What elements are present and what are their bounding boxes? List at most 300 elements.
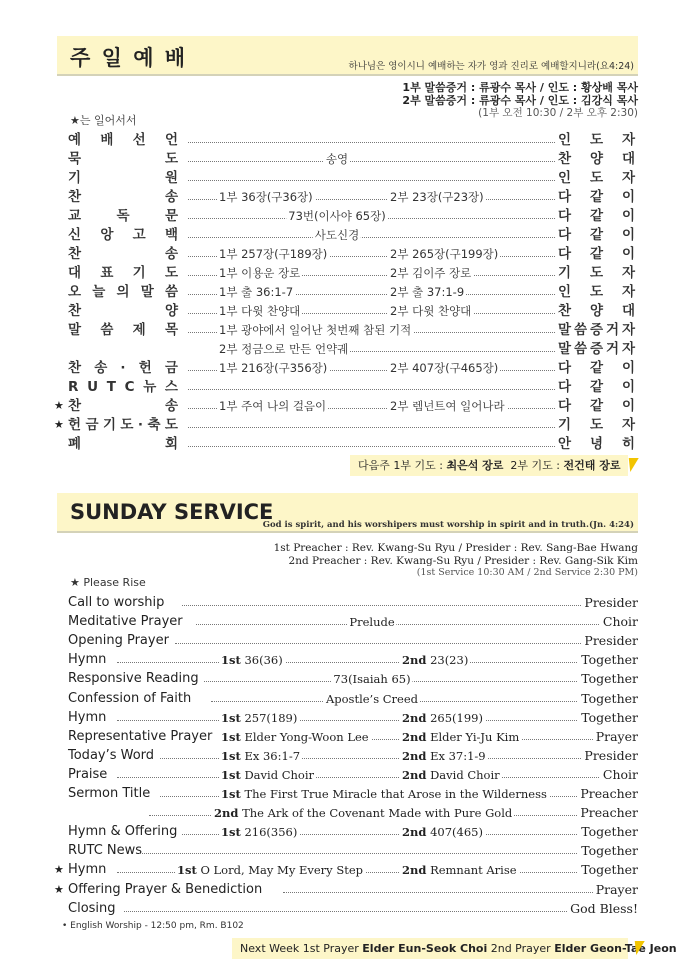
leader-dots <box>188 389 555 390</box>
korean-row-role <box>558 416 635 434</box>
english-row-label: Call to worship <box>68 595 165 610</box>
english-row-first-service <box>219 709 299 727</box>
english-rise-note: ★ Please Rise <box>70 576 146 589</box>
leader-dots <box>188 180 555 181</box>
korean-row-label <box>68 302 178 320</box>
service-detail: Ex 36:1-7 <box>244 748 301 763</box>
service-detail: Ex 37:1-9 <box>430 748 486 763</box>
label-char: 헌 <box>138 360 152 376</box>
role-char: 대 <box>621 151 635 167</box>
label-char: 표 <box>100 265 114 281</box>
korean-row-role <box>558 397 635 415</box>
leader-dots <box>188 161 555 162</box>
korean-preacher-line-1: 1부 말씀증거 : 류광수 목사 / 인도 : 황상배 목사 <box>402 81 638 94</box>
korean-row-role <box>558 378 635 396</box>
english-row <box>54 861 638 879</box>
leader-dots <box>196 624 617 625</box>
korean-row <box>57 169 638 187</box>
role-char: 도 <box>589 284 604 300</box>
english-row-label: Hymn <box>68 862 107 878</box>
english-row-first-service <box>219 766 316 784</box>
label-char: 도 <box>164 151 178 167</box>
label-char: 선 <box>132 132 146 148</box>
service-tag: 2nd <box>402 863 427 878</box>
english-row-label: Opening Prayer <box>68 633 169 649</box>
role-char: 이 <box>621 360 635 376</box>
korean-preachers <box>402 82 638 120</box>
service-tag: 1st <box>221 767 241 782</box>
service-tag: 1st <box>221 653 241 668</box>
korean-row-center: 73번(이사야 65장) <box>288 209 386 223</box>
english-preacher-line-2: 2nd Preacher : Rev. Kwang-Su Ryu / Presider : Rev. Gang-Sik Kim <box>288 554 638 567</box>
label-char: 고 <box>132 227 146 243</box>
leader-dots <box>188 446 555 447</box>
korean-row <box>57 131 638 149</box>
leader-dots <box>117 720 617 721</box>
korean-row <box>57 340 638 358</box>
rise-star-icon: ★ <box>54 863 64 877</box>
role-char: 같 <box>589 208 604 224</box>
service-tag: 2nd <box>402 653 427 668</box>
english-row-center: Prelude <box>349 615 395 630</box>
label-char: 스 <box>164 379 178 395</box>
english-row <box>57 900 638 918</box>
service-detail: 257(189) <box>244 710 298 725</box>
korean-row-second-service: 2부 출 37:1-9 <box>390 285 465 299</box>
korean-row-label <box>68 169 178 187</box>
korean-row-first-service: 1부 출 36:1-7 <box>219 285 294 299</box>
role-char: 자 <box>621 341 635 357</box>
english-next-week-prefix: Next Week 1st Prayer <box>240 942 363 955</box>
role-char: 인 <box>558 284 572 300</box>
label-char: 찬 <box>68 246 82 262</box>
english-row-role: Together <box>578 709 638 727</box>
label-char: 양 <box>164 303 178 319</box>
role-char: 도 <box>589 417 604 433</box>
korean-row <box>57 150 638 168</box>
role-char: 같 <box>589 246 604 262</box>
label-char: 말 <box>68 322 82 338</box>
english-row-first-service <box>219 747 302 765</box>
english-row-role: Choir <box>600 766 638 784</box>
label-char: U <box>87 379 99 395</box>
label-char: 회 <box>164 436 178 452</box>
korean-row-label <box>68 131 178 149</box>
service-detail: O Lord, May My Every Step <box>200 863 363 878</box>
english-row-second-service <box>400 747 488 765</box>
english-row-first-service <box>212 804 514 822</box>
english-row <box>57 690 638 708</box>
label-char: 묵 <box>68 151 82 167</box>
korean-verse: 하나님은 영이시니 예배하는 자가 영과 진리로 예배할지니라(요4:24) <box>348 61 634 72</box>
role-char: 말 <box>558 322 572 338</box>
service-detail: 216(356) <box>244 825 298 840</box>
role-char: 다 <box>558 227 572 243</box>
rise-star-icon: ★ <box>54 399 64 412</box>
label-char: 송 <box>164 246 178 262</box>
korean-row-center: 사도신경 <box>314 228 360 242</box>
role-char: 씀 <box>573 322 588 338</box>
role-char: 녕 <box>589 436 604 452</box>
label-char: 예 <box>68 132 82 148</box>
role-char: 도 <box>589 132 604 148</box>
role-char: 도 <box>589 170 604 186</box>
english-row <box>57 594 638 612</box>
korean-next-week-bar <box>350 455 628 476</box>
label-char: 제 <box>132 322 146 338</box>
korean-row <box>57 207 638 225</box>
english-row <box>57 651 638 669</box>
label-char: 도 <box>164 265 178 281</box>
label-char: 헌 <box>68 417 82 433</box>
label-char: 찬 <box>68 189 82 205</box>
service-tag: 2nd <box>402 748 427 763</box>
korean-row-center: 송영 <box>325 152 349 166</box>
role-char: 대 <box>621 303 635 319</box>
english-row-second-service <box>400 766 502 784</box>
role-char: 자 <box>621 265 635 281</box>
korean-row-label <box>68 378 178 396</box>
english-row-role: Presider <box>581 594 638 612</box>
service-tag: 1st <box>221 748 241 763</box>
korean-row-first-service: 1부 36장(구36장) <box>219 190 313 204</box>
korean-marker-icon <box>625 458 638 472</box>
korean-row-role <box>558 302 635 320</box>
english-row-label: Hymn & Offering <box>68 824 178 840</box>
english-row-center: Apostle’s Creed <box>325 691 419 706</box>
korean-row-second-service: 2부 23장(구23장) <box>390 190 484 204</box>
label-char: R <box>68 379 79 395</box>
english-row-role: Together <box>578 842 638 860</box>
korean-row-first-service: 1부 다윗 찬양대 <box>219 304 301 318</box>
role-char: 자 <box>621 132 635 148</box>
korean-next-week-prefix: 다음주 1부 기도 : <box>358 459 447 472</box>
korean-row-second-service: 2부 265장(구199장) <box>390 247 499 261</box>
korean-row <box>57 264 638 282</box>
service-detail: Remnant Arise <box>430 863 517 878</box>
korean-row-label <box>68 207 178 225</box>
label-char: 앙 <box>100 227 114 243</box>
korean-row-role <box>558 150 635 168</box>
role-char: 증 <box>589 322 604 338</box>
english-row-label: Meditative Prayer <box>68 614 183 630</box>
service-detail: 265(199) <box>430 710 483 725</box>
role-char: 같 <box>589 360 604 376</box>
english-verse: God is spirit, and his worshipers must worship in spirit and in truth.(Jn. 4:24) <box>262 520 634 530</box>
korean-next-week-second: 전건태 장로 <box>563 459 621 472</box>
english-row-role: Choir <box>600 613 638 631</box>
role-char: 이 <box>621 379 635 395</box>
label-char: 축 <box>147 417 161 433</box>
english-row-label: Hymn <box>68 652 107 668</box>
label-char: 언 <box>164 132 178 148</box>
service-tag: 1st <box>177 863 197 878</box>
korean-row-role <box>558 188 635 206</box>
leader-dots <box>182 605 617 606</box>
role-char: 찬 <box>558 151 572 167</box>
label-char: · <box>120 360 126 376</box>
korean-row <box>57 302 638 320</box>
english-row <box>54 881 638 899</box>
role-char: 이 <box>621 227 635 243</box>
english-row-first-service <box>219 728 371 746</box>
service-tag: 2nd <box>402 767 427 782</box>
leader-dots <box>188 237 555 238</box>
label-char: 말 <box>140 284 154 300</box>
role-char: 같 <box>589 398 604 414</box>
role-char: 이 <box>621 189 635 205</box>
role-char: 거 <box>605 322 619 338</box>
korean-row <box>57 188 638 206</box>
korean-row <box>54 397 638 415</box>
korean-row <box>57 435 638 453</box>
english-next-week-mid: 2nd Prayer <box>487 942 555 955</box>
korean-row-first-service: 1부 216장(구356장) <box>219 361 328 375</box>
english-row-role: Preacher <box>577 785 638 803</box>
english-row-label: Hymn <box>68 709 107 725</box>
english-row-label: Offering Prayer & Benediction <box>68 881 263 897</box>
role-char: 다 <box>558 189 572 205</box>
korean-preacher-line-2: 2부 말씀증거 : 류광수 목사 / 인도 : 김강식 목사 <box>402 93 638 107</box>
leader-dots <box>188 427 555 428</box>
english-title: SUNDAY SERVICE <box>70 500 274 524</box>
english-row-label: RUTC News <box>68 843 143 859</box>
role-char: 같 <box>589 189 604 205</box>
korean-row-role <box>558 207 635 225</box>
role-char: 다 <box>558 398 572 414</box>
leader-dots <box>117 662 617 663</box>
role-char: 같 <box>589 379 604 395</box>
label-char: 씀 <box>100 322 114 338</box>
english-row-first-service <box>219 823 299 841</box>
korean-row <box>57 359 638 377</box>
korean-row-label <box>68 397 178 415</box>
label-char: 씀 <box>164 284 178 300</box>
label-char: · <box>137 417 144 433</box>
service-detail: David Choir <box>430 767 500 782</box>
role-char: 안 <box>558 436 572 452</box>
label-char: 신 <box>68 227 82 243</box>
service-detail: David Choir <box>244 767 315 782</box>
korean-row <box>54 416 638 434</box>
korean-next-week-mid: 2부 기도 : <box>510 459 564 472</box>
korean-row-second-service: 2부 김이주 장로 <box>390 266 472 280</box>
service-detail: Elder Yi-Ju Kim <box>430 729 520 744</box>
korean-row <box>57 245 638 263</box>
label-char: 송 <box>164 189 178 205</box>
korean-row-first-service: 1부 주여 나의 걸음이 <box>219 399 327 413</box>
label-char: 뉴 <box>143 379 157 395</box>
english-row-center: 73(Isaiah 65) <box>333 672 411 687</box>
role-char: 인 <box>558 132 572 148</box>
role-char: 이 <box>621 208 635 224</box>
english-row-role: Together <box>578 651 638 669</box>
role-char: 찬 <box>558 303 572 319</box>
korean-service-times: (1부 오전 10:30 / 2부 오후 2:30) <box>478 107 638 119</box>
korean-title: 주 일 예 배 <box>70 46 188 70</box>
korean-row <box>57 321 638 339</box>
service-detail: 407(465) <box>430 825 483 840</box>
role-char: 양 <box>589 303 604 319</box>
english-row <box>57 613 638 631</box>
korean-row-label <box>68 188 178 206</box>
english-row-role: Together <box>578 861 638 879</box>
korean-row-role <box>558 321 635 339</box>
role-char: 다 <box>558 360 572 376</box>
label-char: 목 <box>164 322 178 338</box>
label-char: 독 <box>116 208 130 224</box>
korean-row-label <box>68 321 178 339</box>
label-char: 송 <box>94 360 108 376</box>
label-char: 배 <box>100 132 114 148</box>
label-char: 기 <box>68 170 82 186</box>
korean-row-role <box>558 264 635 282</box>
role-char: 기 <box>558 265 572 281</box>
korean-row-second-service: 2부 407장(구465장) <box>390 361 499 375</box>
label-char: 금 <box>164 360 178 376</box>
role-char: 씀 <box>573 341 588 357</box>
korean-row-second-service: 2부 렘넌트여 일어나라 <box>390 399 505 413</box>
korean-row <box>57 378 638 396</box>
label-char: 원 <box>164 170 178 186</box>
english-row-label: Today’s Word <box>68 747 155 763</box>
label-char: 찬 <box>68 360 82 376</box>
english-row-label: Praise <box>68 766 108 782</box>
service-detail: 23(23) <box>430 653 469 668</box>
english-service-times: (1st Service 10:30 AM / 2nd Service 2:30 PM) <box>416 567 638 578</box>
english-row-label: Representative Prayer <box>68 728 213 744</box>
label-char: 금 <box>85 417 99 433</box>
service-tag: 2nd <box>402 710 427 725</box>
role-char: 증 <box>589 341 604 357</box>
english-row <box>57 747 638 765</box>
role-char: 이 <box>621 246 635 262</box>
korean-row-first-service: 2부 정금으로 만든 언약궤 <box>219 342 349 356</box>
korean-row-label <box>68 283 178 301</box>
korean-row-label <box>68 359 178 377</box>
label-char: 도 <box>120 417 134 433</box>
label-char: T <box>106 379 116 395</box>
leader-dots <box>124 911 617 912</box>
english-next-week-second: Elder Geon-Tae Jeon <box>554 942 677 955</box>
role-char: 다 <box>558 208 572 224</box>
label-char: 폐 <box>68 436 82 452</box>
english-row-role: God Bless! <box>567 900 638 918</box>
korean-row-label <box>68 264 178 282</box>
korean-row-role <box>558 340 635 358</box>
label-char: 늘 <box>92 284 106 300</box>
english-row <box>57 728 638 746</box>
role-char: 다 <box>558 379 572 395</box>
rise-star-icon: ★ <box>54 418 64 431</box>
english-row-label: Sermon Title <box>68 786 151 801</box>
english-row-label: Confession of Faith <box>68 690 192 706</box>
role-char: 거 <box>605 341 619 357</box>
korean-row-first-service: 1부 이용운 장로 <box>219 266 301 280</box>
role-char: 양 <box>589 151 604 167</box>
english-row-first-service <box>175 861 365 879</box>
service-detail: Elder Yong-Woon Lee <box>244 729 369 744</box>
label-char: C <box>124 379 135 395</box>
english-row-label: Responsive Reading <box>68 671 199 687</box>
label-char: 백 <box>164 227 178 243</box>
english-row-second-service <box>400 823 485 841</box>
role-char: 자 <box>621 417 635 433</box>
label-char: 기 <box>132 265 146 281</box>
english-row-second-service <box>400 728 521 746</box>
role-char: 같 <box>589 227 604 243</box>
english-row-first-service <box>219 785 549 803</box>
english-row-role: Prayer <box>593 728 638 746</box>
english-row-label: Closing <box>68 900 116 916</box>
role-char: 인 <box>558 170 572 186</box>
korean-row-label <box>68 435 178 453</box>
english-row <box>57 766 638 784</box>
service-detail: The Ark of the Covenant Made with Pure Gold <box>242 806 513 821</box>
korean-row-first-service: 1부 257장(구189장) <box>219 247 328 261</box>
role-char: 도 <box>589 265 604 281</box>
korean-row-role <box>558 226 635 244</box>
leader-dots <box>139 853 617 854</box>
role-char: 자 <box>621 170 635 186</box>
label-char: 도 <box>164 417 178 433</box>
label-char: 찬 <box>68 398 82 414</box>
korean-row-first-service: 1부 광야에서 일어난 첫번째 참된 기적 <box>219 323 412 337</box>
role-char: 이 <box>621 398 635 414</box>
english-row <box>57 670 638 688</box>
english-row-second-service <box>400 861 519 879</box>
label-char: 오 <box>68 284 82 300</box>
korean-row-role <box>558 283 635 301</box>
service-detail: The First True Miracle that Arose in the Wilderness <box>244 787 547 801</box>
english-row-role: Prayer <box>593 881 638 899</box>
leader-dots <box>188 142 555 143</box>
korean-row <box>57 283 638 301</box>
english-row-role: Presider <box>581 747 638 765</box>
korean-row-label <box>68 416 178 434</box>
korean-row-label <box>68 245 178 263</box>
english-row-role: Together <box>578 823 638 841</box>
label-char: 문 <box>164 208 178 224</box>
english-row-role: Together <box>578 670 638 688</box>
english-row <box>57 842 638 860</box>
korean-next-week-first: 최은석 장로 <box>446 459 504 472</box>
service-tag: 2nd <box>402 729 427 744</box>
english-row-role: Together <box>578 690 638 708</box>
english-row <box>57 709 638 727</box>
role-char: 기 <box>558 417 572 433</box>
role-char: 말 <box>558 341 572 357</box>
english-row-role: Presider <box>581 632 638 650</box>
service-tag: 1st <box>221 787 241 801</box>
label-char: 교 <box>68 208 82 224</box>
korean-row-role <box>558 131 635 149</box>
korean-rise-note: ★는 일어서서 <box>70 114 137 127</box>
service-tag: 2nd <box>402 825 427 840</box>
role-char: 히 <box>621 436 635 452</box>
english-row <box>57 804 638 822</box>
english-row-role: Preacher <box>577 804 638 822</box>
english-preacher-line-1: 1st Preacher : Rev. Kwang-Su Ryu / Presider : Rev. Sang-Bae Hwang <box>273 542 638 554</box>
english-row-second-service <box>400 709 485 727</box>
english-worship-note: • English Worship - 12:50 pm, Rm. B102 <box>62 921 244 931</box>
english-preachers <box>274 542 638 580</box>
service-tag: 1st <box>221 729 241 744</box>
leader-dots <box>175 643 617 644</box>
english-row <box>57 823 638 841</box>
role-char: 자 <box>621 322 635 338</box>
english-next-week-bar <box>232 938 677 959</box>
